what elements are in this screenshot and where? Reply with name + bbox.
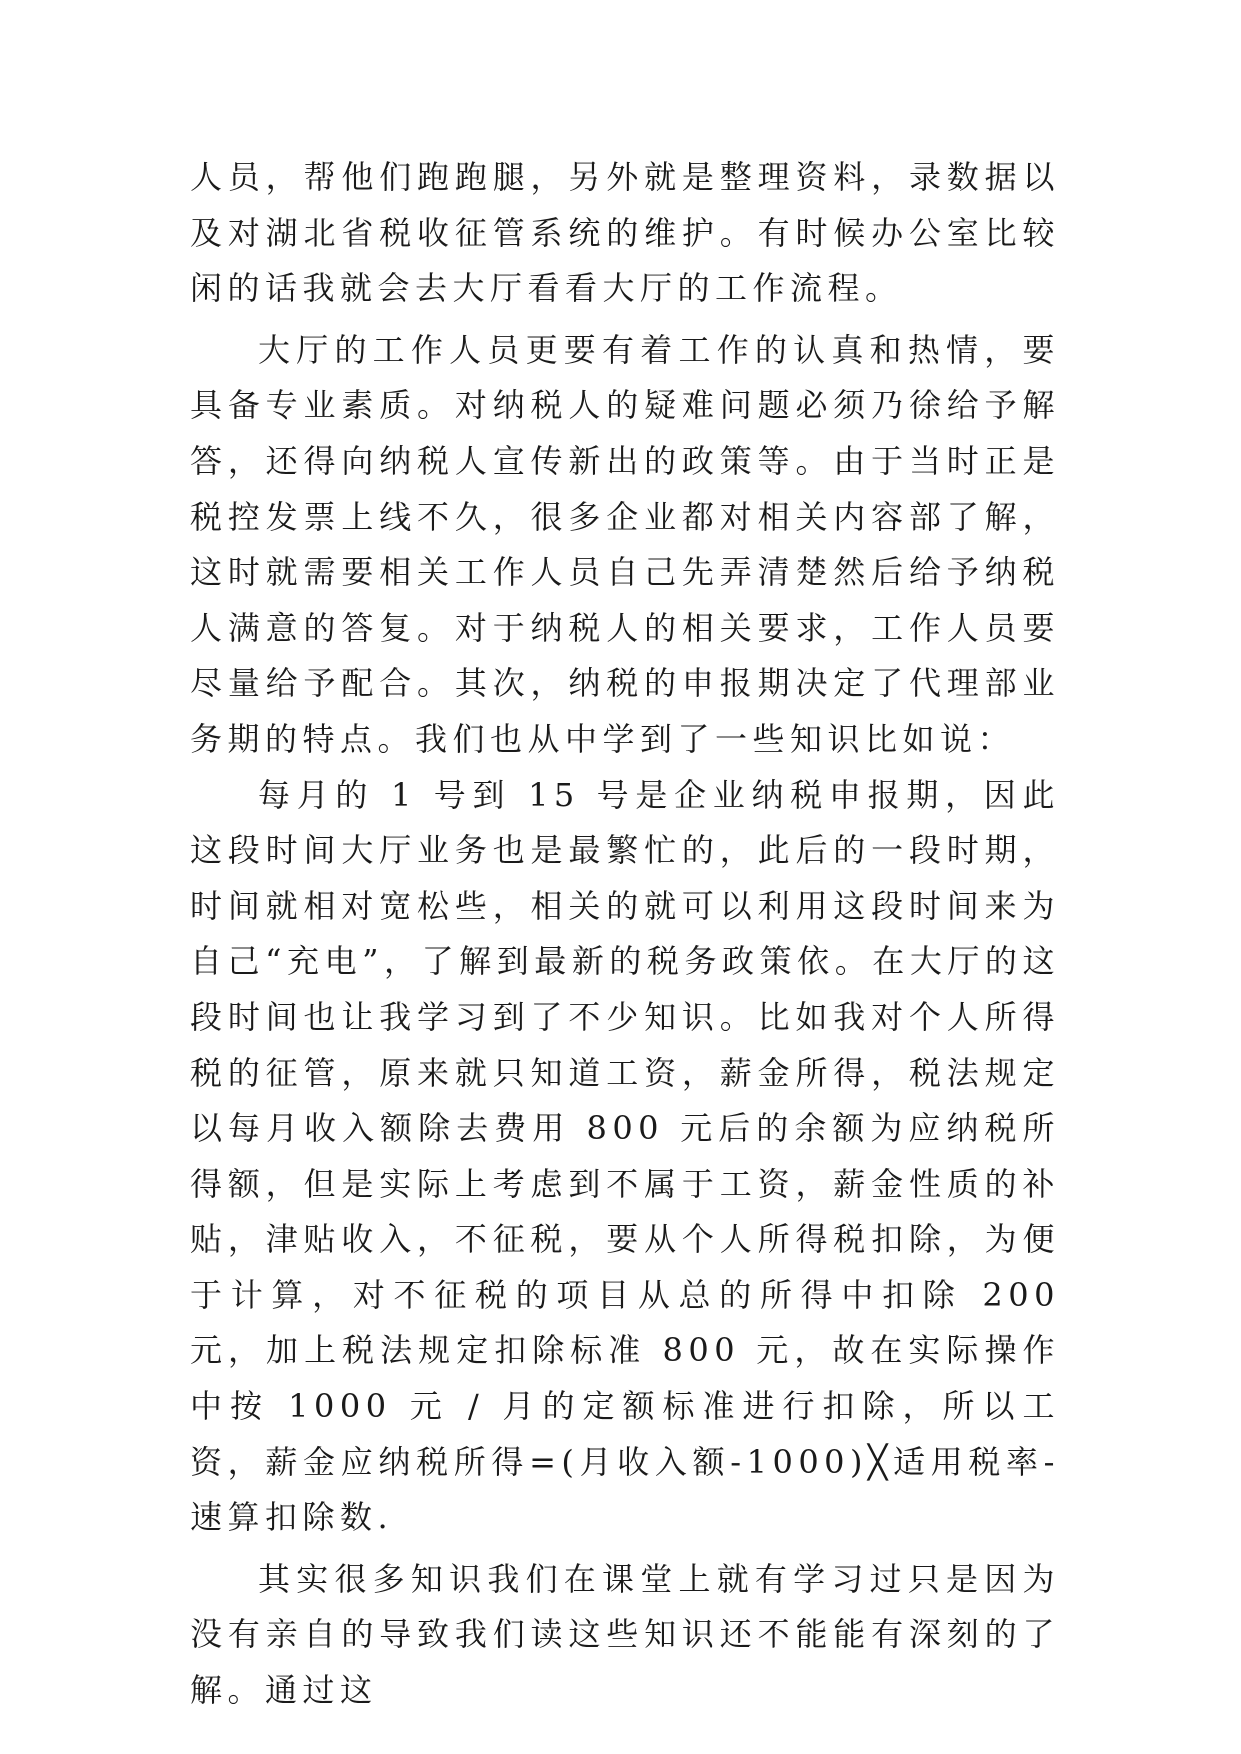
document-body [190, 150, 1060, 1719]
paragraph-3: 每月的 1 号到 15 号是企业纳税申报期，因此这段时间大厅业务也是最繁忙的，此后的一段时期，时间就相对宽松些，相关的就可以利用这段时间来为自己“充电”，了解到最新的税务政策依。在大厅的这段时间也让我学习到了不少知识。比如我对个人所得税的征管，原来就只知道工资，薪金所得，税法规定以每月收入额除去费用 800 元后的余额为应纳税所得额，但是实际上考虑到不属于工资，薪金性质的补贴，津贴收入，不征税，要从个人所得税扣除，为便于计算，对不征税的项目从总的所得中扣除 200 元，加上税法规定扣除标准 800 元，故在实际操作中按 1000 元 / 月的定额标准进行扣除，所以工资，薪金应纳税所得=(月收入额-1000)╳适用税率-速算扣除数. [190, 775, 1060, 1537]
paragraph-1: 人员，帮他们跑跑腿，另外就是整理资料，录数据以及对湖北省税收征管系统的维护。有时候办公室比较闲的话我就会去大厅看看大厅的工作流程。 [190, 158, 1060, 308]
paragraph-2: 大厅的工作人员更要有着工作的认真和热情，要具备专业素质。对纳税人的疑难问题必须乃徐给予解答，还得向纳税人宣传新出的政策等。由于当时正是税控发票上线不久，很多企业都对相关内容部了解，这时就需要相关工作人员自己先弄清楚然后给予纳税人满意的答复。对于纳税人的相关要求，工作人员要尽量给予配合。其次，纳税的申报期决定了代理部业务期的特点。我们也从中学到了一些知识比如说： [190, 330, 1060, 758]
paragraph-4: 其实很多知识我们在课堂上就有学习过只是因为没有亲自的导致我们读这些知识还不能能有深刻的了解。通过这 [190, 1559, 1060, 1710]
